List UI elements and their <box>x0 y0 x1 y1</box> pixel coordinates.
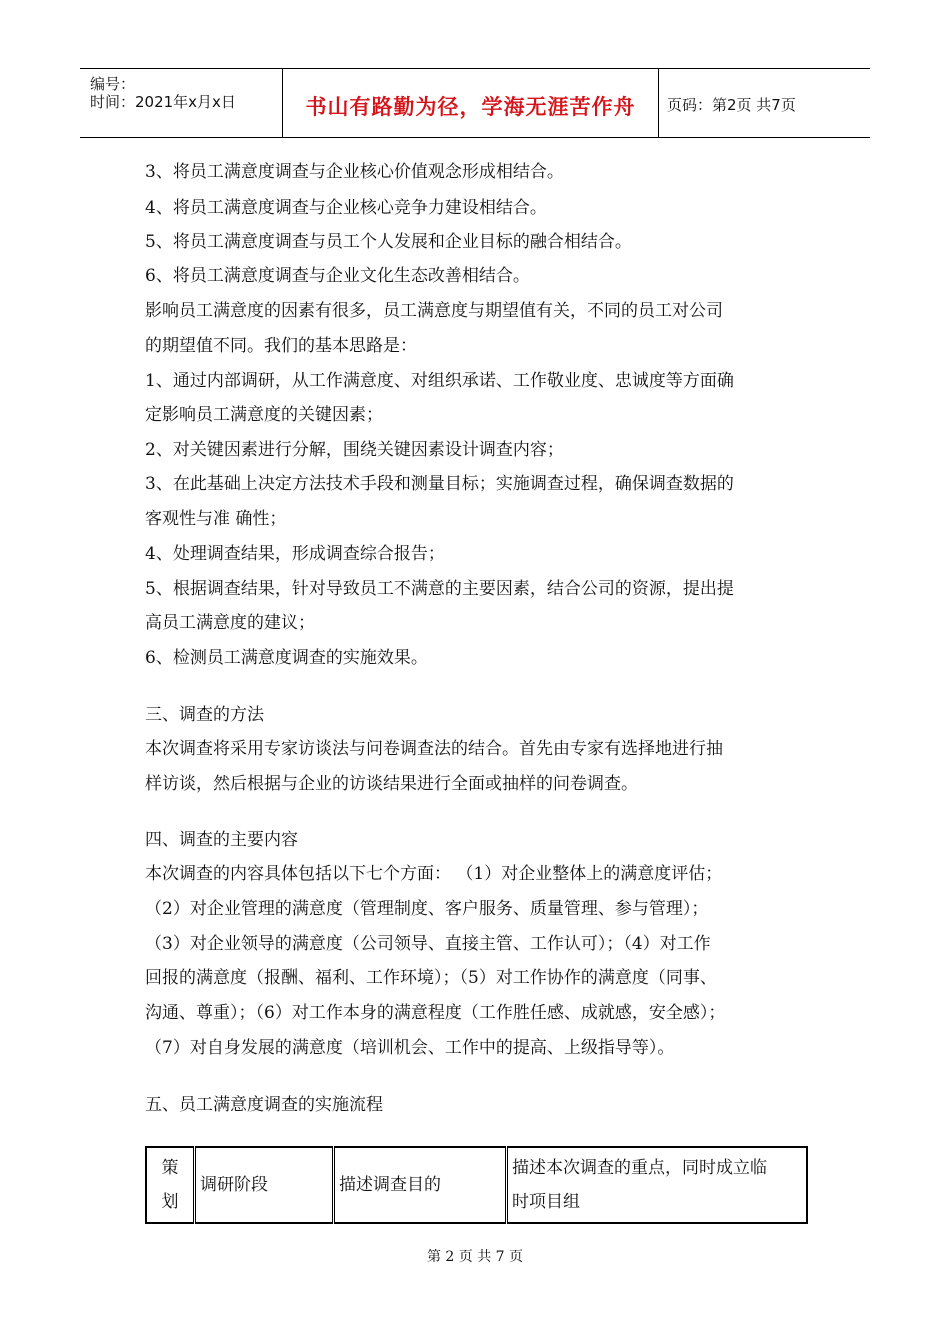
body-line: 影响员工满意度的因素有很多，员工满意度与期望值有关，不同的员工对公司 <box>145 301 723 321</box>
table-cell-goal: 描述调查目的 <box>334 1147 507 1223</box>
header-motto: 书山有路勤为径，学海无涯苦作舟 <box>305 95 636 119</box>
document-number-label: 编号： <box>90 75 136 93</box>
body-line: 本次调查的内容具体包括以下七个方面： （1）对企业整体上的满意度评估； <box>145 864 723 884</box>
document-time-label: 时间：2021年x月x日 <box>90 93 236 111</box>
body-line: 沟通、尊重）；（6）对工作本身的满意程度（工作胜任感、成就感，安全感）； <box>145 1003 726 1023</box>
body-line: （7）对自身发展的满意度（培训机会、工作中的提高、上级指导等）。 <box>145 1038 675 1058</box>
stage-text-top: 策 <box>161 1158 179 1178</box>
description-line: 描述本次调查的重点，同时成立临 <box>512 1158 767 1178</box>
body-line: 6、将员工满意度调查与企业文化生态改善相结合。 <box>145 266 530 286</box>
body-line: （3）对企业领导的满意度（公司领导、直接主管、工作认可）；（4）对工作 <box>145 934 711 954</box>
header-page-cell <box>659 69 870 137</box>
body-line: 定影响员工满意度的关键因素； <box>145 405 383 425</box>
body-line: 3、在此基础上决定方法技术手段和测量目标；实施调查过程，确保调查数据的 <box>145 474 734 494</box>
body-line: 2、对关键因素进行分解，围绕关键因素设计调查内容； <box>145 440 564 460</box>
body-line: 5、将员工满意度调查与员工个人发展和企业目标的融合相结合。 <box>145 232 632 252</box>
header-meta-cell <box>80 69 283 137</box>
body-line: 客观性与准 确性； <box>145 509 287 529</box>
table-cell-description <box>507 1147 808 1223</box>
body-line: 本次调查将采用专家访谈法与问卷调查法的结合。首先由专家有选择地进行抽 <box>145 739 723 759</box>
body-line: 样访谈，然后根据与企业的访谈结果进行全面或抽样的问卷调查。 <box>145 774 638 794</box>
body-line: 4、将员工满意度调查与企业核心竞争力建设相结合。 <box>145 198 547 218</box>
page-header <box>80 68 870 138</box>
body-line: 6、检测员工满意度调查的实施效果。 <box>145 648 428 668</box>
process-table <box>145 1146 808 1224</box>
header-page-number: 页码：第2页 共7页 <box>667 96 796 114</box>
body-line: 1、通过内部调研，从工作满意度、对组织承诺、工作敬业度、忠诚度等方面确 <box>145 371 734 391</box>
section-heading-content: 四、调查的主要内容 <box>145 830 298 850</box>
table-row <box>146 1147 807 1223</box>
section-heading-process: 五、员工满意度调查的实施流程 <box>145 1095 383 1115</box>
body-line: 5、根据调查结果，针对导致员工不满意的主要因素，结合公司的资源，提出提 <box>145 579 734 599</box>
section-heading-method: 三、调查的方法 <box>145 705 264 725</box>
body-line: 3、将员工满意度调查与企业核心价值观念形成相结合。 <box>145 162 564 182</box>
body-line: 4、处理调查结果，形成调查综合报告； <box>145 544 445 564</box>
page-footer: 第 2 页 共 7 页 <box>426 1249 524 1265</box>
body-line: （2）对企业管理的满意度（管理制度、客户服务、质量管理、参与管理）； <box>145 899 709 919</box>
table-cell-phase: 调研阶段 <box>195 1147 334 1223</box>
stage-text-bottom: 划 <box>161 1192 179 1212</box>
body-line: 高员工满意度的建议； <box>145 613 315 633</box>
header-motto-cell <box>283 69 659 137</box>
table-cell-stage <box>146 1147 195 1223</box>
body-line: 的期望值不同。我们的基本思路是： <box>145 336 417 356</box>
body-line: 回报的满意度（报酬、福利、工作环境）；（5）对工作协作的满意度（同事、 <box>145 968 717 988</box>
description-line: 时项目组 <box>512 1192 580 1212</box>
